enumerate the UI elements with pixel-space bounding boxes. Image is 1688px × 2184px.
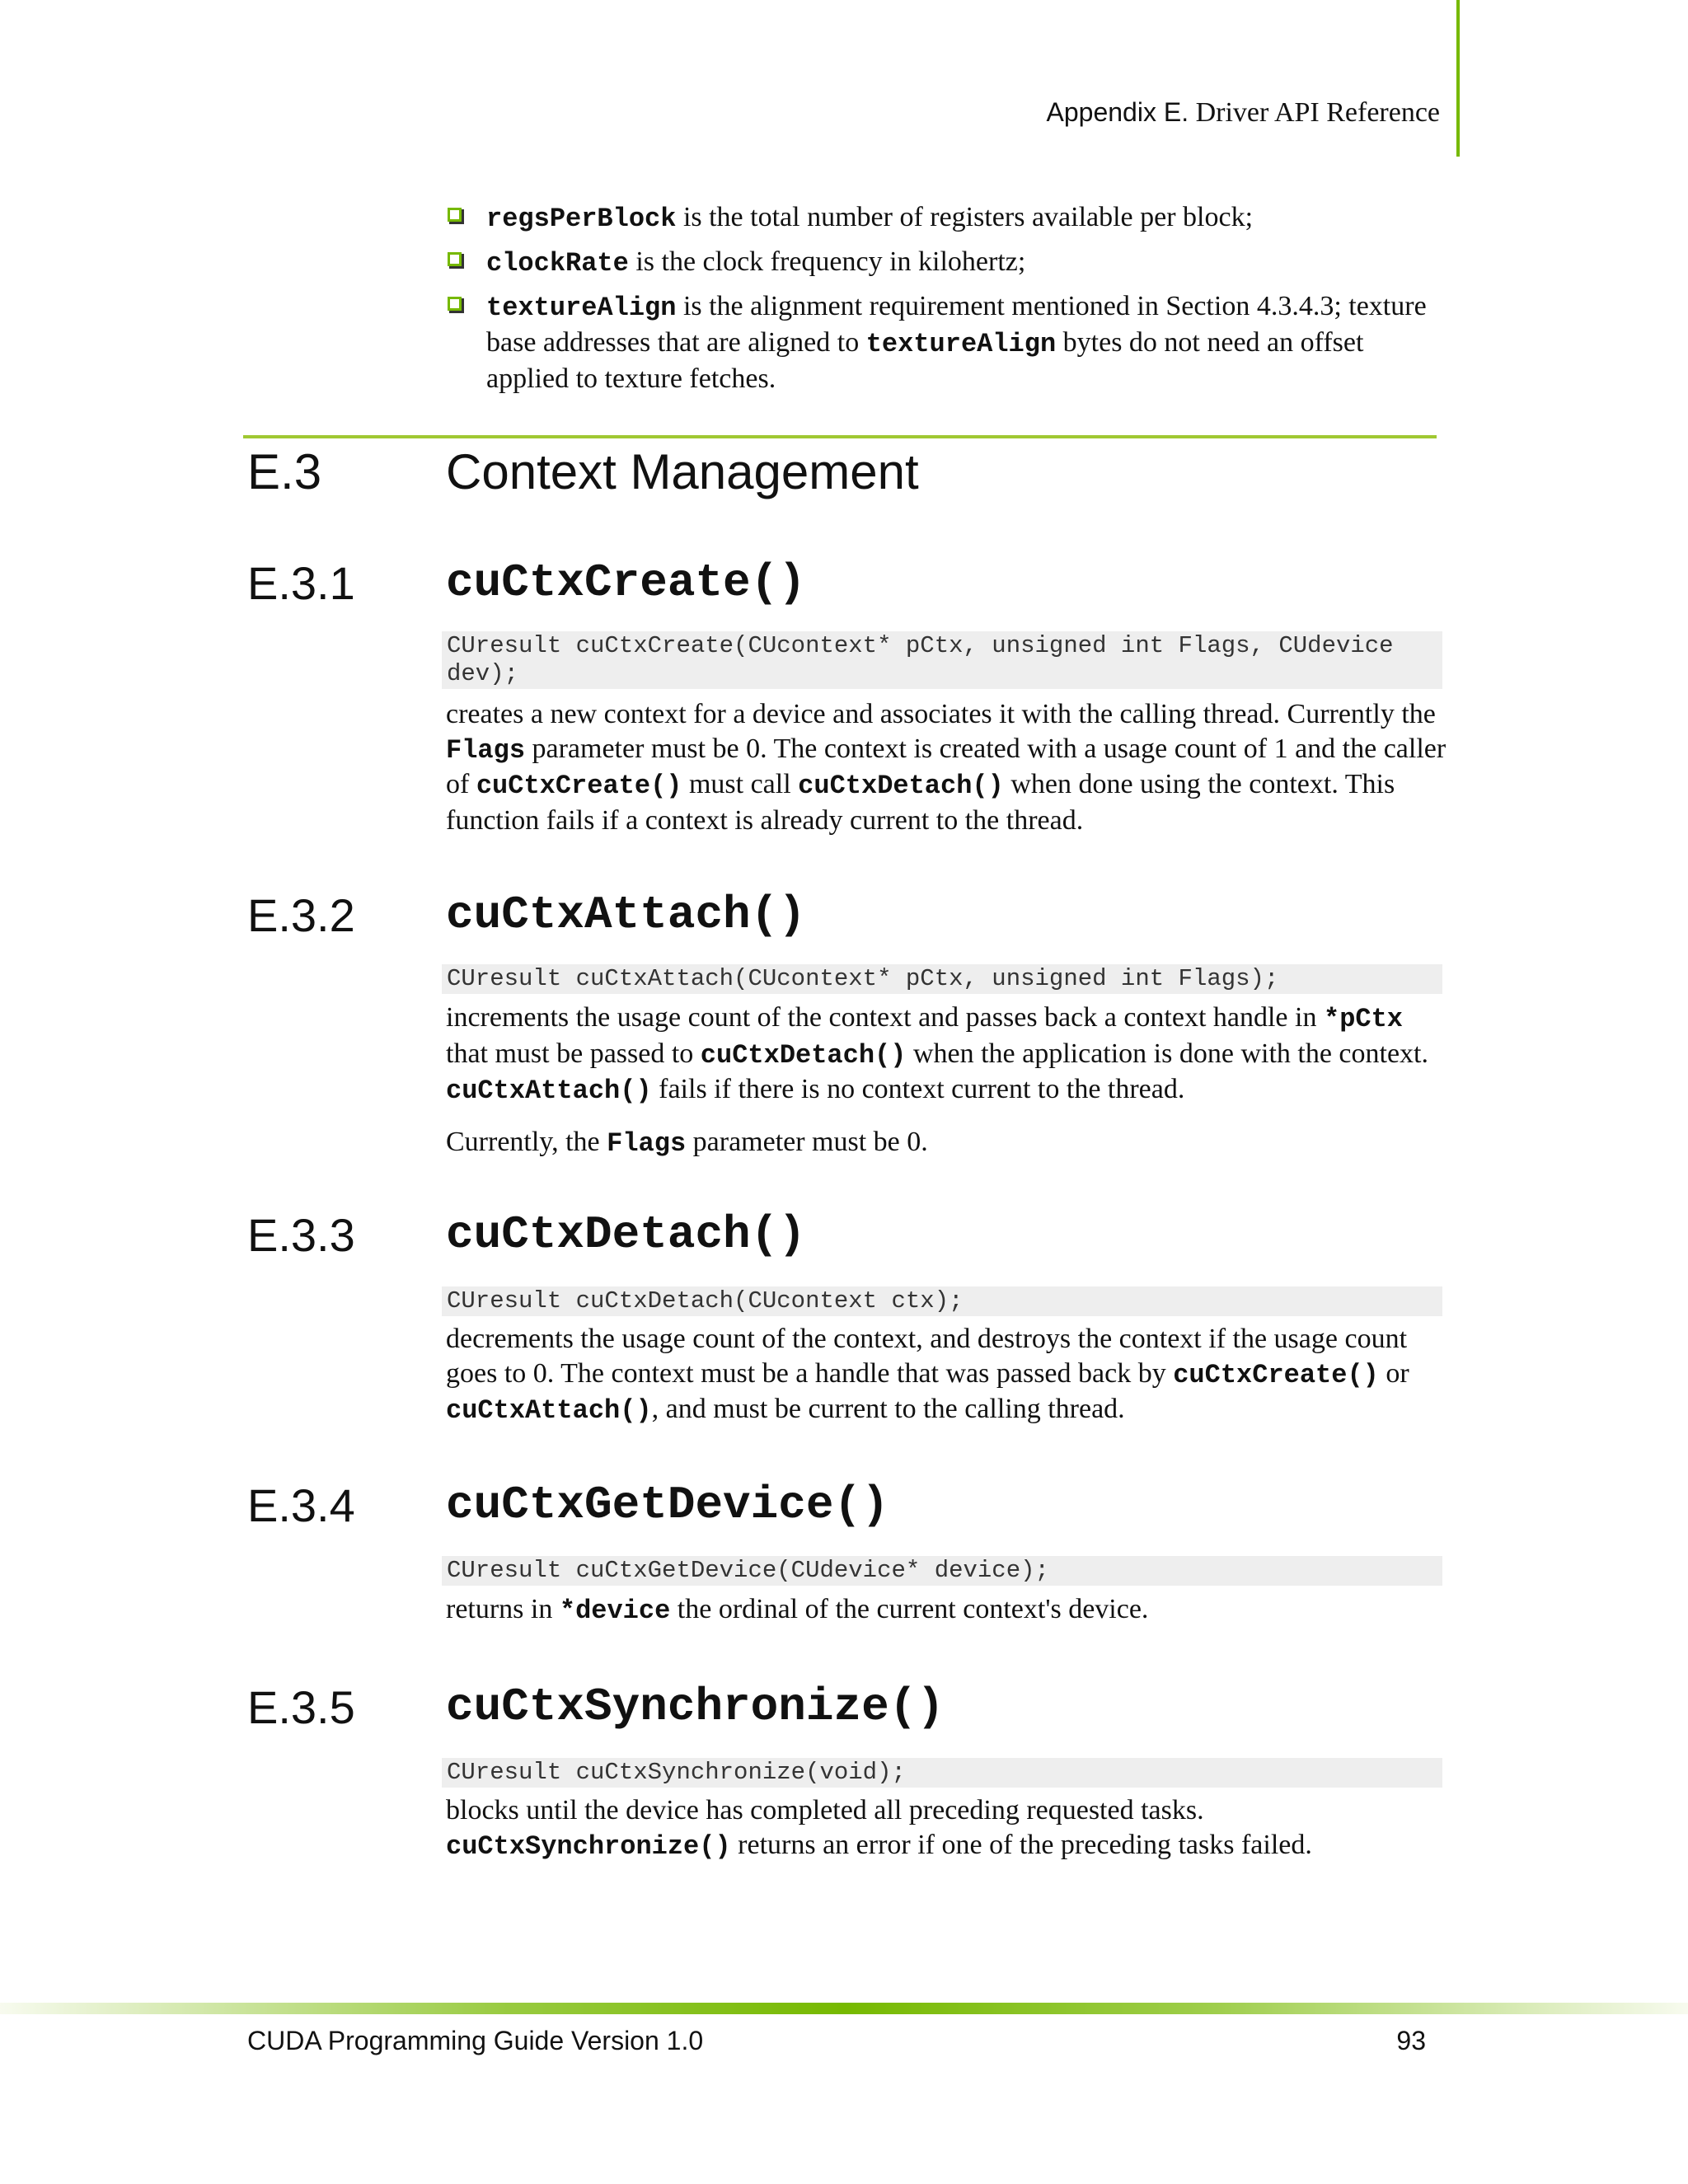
function-signature: CUresult cuCtxGetDevice(CUdevice* device); [442,1556,1442,1586]
inline-code: cuCtxDetach() [798,771,1004,801]
list-item-text: is the alignment requirement mentioned in Section 4.3.4.3; texture base addresses that are aligned to [486,291,1427,358]
text: parameter must be 0. The context is created with a usage count of 1 and the caller of [446,733,1447,799]
inline-code: textureAlign [486,293,677,323]
paragraph [446,1001,1447,1108]
text: when done using the context. This function fails if a context is already current to the thread. [446,769,1395,836]
appendix-label: Appendix E. [1046,97,1189,127]
inline-code: cuCtxSynchronize() [446,1830,731,1862]
text: , and must be current to the calling thread. [651,1394,1125,1424]
appendix-title: Driver API Reference [1195,97,1440,128]
text: the ordinal of the current context's device. [670,1594,1149,1624]
page-number: 93 [1396,2026,1426,2055]
checkbox-bullet-icon [448,208,462,222]
inline-code: cuCtxDetach() [700,1039,907,1071]
paragraph [446,1793,1447,1863]
list-item [448,200,1445,237]
text: that must be passed to [446,1038,701,1069]
text: decrements the usage count of the context, and destroys the context if the usage count goes to 0. The context must be a handle that was passed back by [446,1324,1408,1389]
text: blocks until the device has completed all preceding requested tasks. [446,1795,1204,1825]
section-divider [243,435,1437,438]
paragraph [446,1125,1447,1161]
text: or [1378,1357,1409,1389]
paragraph [446,697,1447,837]
text: fails if there is no context current to the thread. [651,1074,1185,1104]
property-list [448,200,1445,405]
description [446,1322,1447,1428]
text: parameter must be 0. [686,1126,928,1157]
text: Currently, the [446,1126,607,1157]
description [446,1793,1447,1863]
subsection-number: E.3.3 [247,1209,355,1261]
description [446,1001,1447,1160]
text: creates a new context for a device and associates it with the calling thread. Currently the [446,699,1436,729]
text: must call [682,769,799,799]
text: returns an error if one of the preceding tasks failed. [730,1829,1312,1860]
list-item-text: is the clock frequency in kilohertz; [628,246,1026,277]
list-item [448,289,1445,396]
subsection-title: cuCtxGetDevice() [446,1479,889,1531]
checkbox-bullet-icon [448,297,462,311]
inline-code: cuCtxCreate() [1173,1359,1379,1390]
subsection-number: E.3.2 [247,889,355,941]
inline-code: textureAlign [865,329,1057,359]
inline-code: *pCtx [1323,1004,1403,1034]
function-signature: CUresult cuCtxSynchronize(void); [442,1758,1442,1788]
paragraph [446,1322,1447,1428]
subsection-number: E.3.1 [247,557,355,609]
function-signature: CUresult cuCtxDetach(CUcontext ctx); [442,1286,1442,1316]
checkbox-bullet-icon [448,252,462,266]
function-signature: CUresult cuCtxCreate(CUcontext* pCtx, unsigned int Flags, CUdevice dev); [442,631,1442,689]
inline-code: cuCtxAttach() [446,1076,652,1106]
inline-code: regsPerBlock [486,204,677,234]
subsection-title: cuCtxCreate() [446,556,806,609]
list-item-text: bytes do not need an offset applied to texture fetches. [486,327,1364,394]
inline-code: Flags [446,734,526,766]
function-signature: CUresult cuCtxAttach(CUcontext* pCtx, unsigned int Flags); [442,964,1442,994]
subsection-title: cuCtxDetach() [446,1208,806,1261]
section-title: Context Management [446,444,919,499]
text: returns in [446,1594,560,1624]
subsection-title: cuCtxSynchronize() [446,1680,945,1733]
footer-band [0,2003,1688,2014]
subsection-title: cuCtxAttach() [446,888,806,941]
subsection-number: E.3.4 [247,1479,355,1531]
header-rule [1456,0,1460,157]
running-header [1047,97,1440,129]
list-item-text: is the total number of registers available per block; [676,202,1254,232]
description [446,697,1447,837]
inline-code: cuCtxAttach() [446,1395,652,1426]
inline-code: clockRate [486,248,629,279]
text: when the application is done with the context. [906,1038,1429,1069]
description [446,1592,1447,1629]
inline-code: *device [559,1596,671,1626]
subsection-number: E.3.5 [247,1681,355,1733]
inline-code: cuCtxCreate() [476,771,682,801]
section-number: E.3 [247,444,322,499]
paragraph [446,1592,1447,1629]
inline-code: Flags [607,1127,687,1159]
text: increments the usage count of the context and passes back a context handle in [446,1002,1324,1033]
list-item [448,245,1445,281]
footer-title: CUDA Programming Guide Version 1.0 [247,2026,704,2055]
